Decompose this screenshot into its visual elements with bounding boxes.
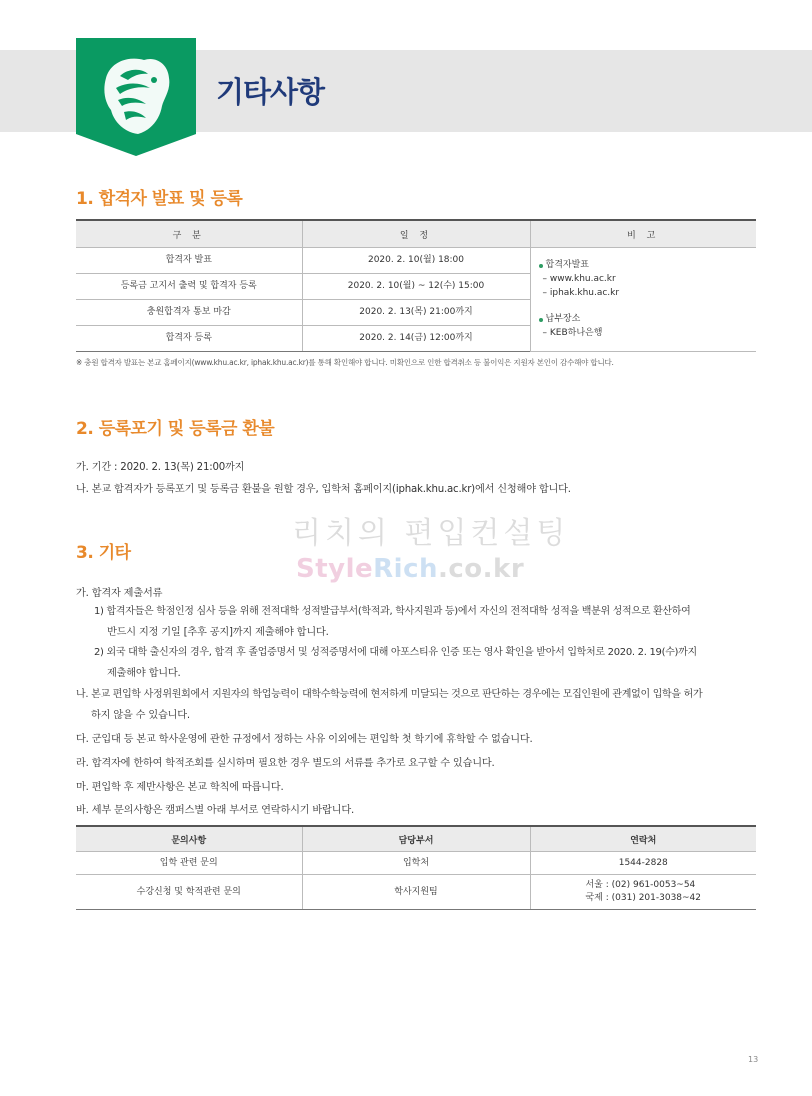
note-item: – www.khu.ac.kr — [542, 273, 616, 284]
footnote: ※ 충원 합격자 발표는 본교 홈페이지(www.khu.ac.kr, iphak.khu.ac.kr)를 통해 확인해야 합니다. 미확인으로 인한 합격취소 등 불이익은 지원자 본인이 감수해야 합니다. — [76, 358, 614, 367]
watermark-korean: 리치의 편입컨설팅 — [292, 516, 570, 551]
table-header-row — [76, 826, 756, 852]
dept-cell: 학사지원팀 — [302, 875, 530, 910]
schedule-cell: 2020. 2. 14(금) 12:00까지 — [302, 326, 530, 352]
list-item: 반드시 지정 기일 [추후 공지]까지 제출해야 합니다. — [107, 627, 329, 638]
note-item: – iphak.khu.ac.kr — [542, 287, 620, 298]
column-header: 비 고 — [530, 220, 756, 248]
phone-global: 국제 : (031) 201-3038~42 — [585, 893, 702, 903]
column-header: 일 정 — [302, 220, 530, 248]
list-item: 다. 군입대 등 본교 학사운영에 관한 규정에서 정하는 사유 이외에는 편입학 첫 학기에 휴학할 수 없습니다. — [76, 734, 533, 745]
lion-head-icon — [76, 38, 196, 156]
phone-cell — [530, 875, 756, 910]
category-cell: 합격자 발표 — [76, 248, 302, 274]
note-title: 납부장소 — [545, 314, 581, 324]
note-group — [539, 259, 757, 301]
schedule-cell: 2020. 2. 10(월) ~ 12(수) 15:00 — [302, 274, 530, 300]
list-item: 제출해야 합니다. — [107, 668, 181, 679]
watermark-domain — [296, 554, 524, 584]
topic-cell: 수강신청 및 학적관련 문의 — [76, 875, 302, 910]
refund-method: 나. 본교 합격자가 등록포기 및 등록금 환불을 원할 경우, 입학처 홈페이지(iphak.khu.ac.kr)에서 신청해야 합니다. — [76, 484, 571, 495]
notes-cell — [530, 248, 756, 352]
refund-period: 가. 기간 : 2020. 2. 13(목) 21:00까지 — [76, 462, 245, 473]
phone-cell: 1544-2828 — [530, 852, 756, 875]
list-item: 1) 합격자들은 학점인정 심사 등을 위해 전적대학 성적발급부서(학적과, 학사지원과 등)에서 자신의 전적대학 성적을 백분위 성적으로 환산하여 — [94, 606, 691, 617]
note-item: – KEB하나은행 — [542, 327, 603, 338]
schedule-cell: 2020. 2. 10(월) 18:00 — [302, 248, 530, 274]
column-header: 문의사항 — [76, 826, 302, 852]
results-table — [76, 219, 756, 352]
bullet-icon — [539, 264, 543, 268]
list-item: 가. 합격자 제출서류 — [76, 588, 163, 599]
list-item: 나. 본교 편입학 사정위원회에서 지원자의 학업능력이 대학수학능력에 현저하게 미달되는 것으로 판단하는 경우에는 모집인원에 관계없이 입학을 허가 — [76, 689, 703, 700]
section-heading-other: 3. 기타 — [76, 543, 131, 563]
section-heading-results: 1. 합격자 발표 및 등록 — [76, 189, 243, 209]
dept-cell: 입학처 — [302, 852, 530, 875]
list-item: 하지 않을 수 있습니다. — [91, 710, 190, 721]
list-item: 바. 세부 문의사항은 캠퍼스별 아래 부서로 연락하시기 바랍니다. — [76, 805, 355, 816]
phone-seoul: 서울 : (02) 961-0053~54 — [585, 880, 696, 890]
column-header: 연락처 — [530, 826, 756, 852]
category-cell: 합격자 등록 — [76, 326, 302, 352]
page-title: 기타사항 — [216, 75, 325, 109]
list-item: 마. 편입학 후 제반사항은 본교 학칙에 따릅니다. — [76, 782, 284, 793]
watermark-style: Style — [296, 554, 374, 584]
table-header-row — [76, 220, 756, 248]
watermark-rich: Rich — [373, 554, 439, 584]
topic-cell: 입학 관련 문의 — [76, 852, 302, 875]
schedule-cell: 2020. 2. 13(목) 21:00까지 — [302, 300, 530, 326]
contact-table — [76, 825, 756, 910]
page-number: 13 — [748, 1055, 759, 1064]
list-item: 2) 외국 대학 출신자의 경우, 합격 후 졸업증명서 및 성적증명서에 대해 아포스티유 인증 또는 영사 확인을 받아서 입학처로 2020. 2. 19(수)까지 — [94, 647, 697, 658]
note-title: 합격자발표 — [545, 260, 589, 270]
bullet-icon — [539, 318, 543, 322]
column-header: 구 분 — [76, 220, 302, 248]
note-group — [539, 313, 757, 341]
table-row — [76, 248, 756, 274]
category-cell: 충원합격자 통보 마감 — [76, 300, 302, 326]
table-row — [76, 852, 756, 875]
watermark-tld: .co.kr — [438, 554, 525, 584]
list-item: 라. 합격자에 한하여 학적조회를 실시하며 필요한 경우 별도의 서류를 추가로 요구할 수 있습니다. — [76, 758, 495, 769]
table-row — [76, 875, 756, 910]
logo-tab — [76, 38, 196, 156]
column-header: 담당부서 — [302, 826, 530, 852]
section-heading-refund: 2. 등록포기 및 등록금 환불 — [76, 419, 275, 439]
category-cell: 등록금 고지서 출력 및 합격자 등록 — [76, 274, 302, 300]
